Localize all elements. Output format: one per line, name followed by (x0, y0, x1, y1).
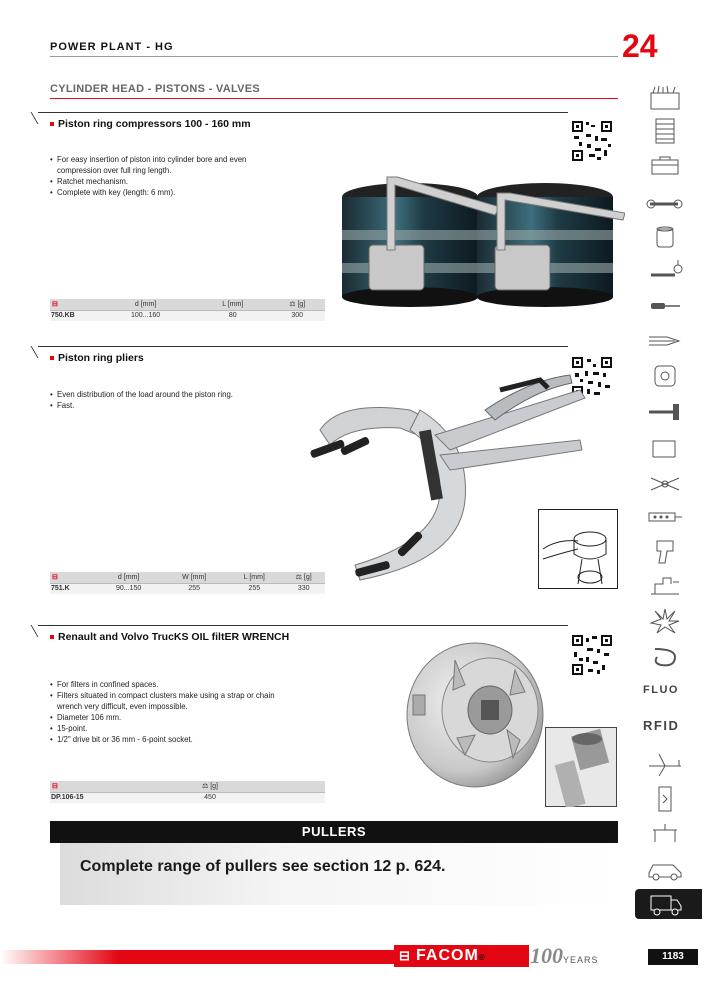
facom-ref-icon: ⊟ (50, 781, 95, 792)
feature-item: • 15-point. (50, 723, 285, 734)
product-rule (38, 346, 568, 347)
product-title (50, 352, 144, 364)
feature-list (50, 679, 285, 745)
spec-table (50, 572, 325, 594)
spec-table (50, 299, 325, 321)
weight-icon: ⚖ (201, 783, 211, 791)
table-cell: 255 (226, 583, 282, 594)
fluo-label[interactable]: FLUO (643, 684, 679, 696)
pliers-usage-detail-image (538, 509, 618, 589)
red-square-icon (50, 635, 54, 639)
feature-item: • Even distribution of the load around the piston ring. (50, 389, 300, 400)
pullers-banner-title: PULLERS (50, 821, 618, 843)
facom-mark-icon: ⊟ (399, 948, 411, 963)
explosive-icon[interactable] (645, 607, 685, 635)
hundred-years-logo: 100YEARS (530, 943, 599, 968)
feature-item: • Diameter 106 mm. (50, 712, 285, 723)
puller-icon[interactable] (645, 820, 685, 848)
piston-ring-compressor-image (335, 175, 625, 325)
screwdriver-icon[interactable] (645, 292, 685, 320)
tool-cabinet-icon[interactable] (645, 117, 685, 145)
weight-icon: ⚖ (295, 574, 304, 582)
footer-bar (0, 950, 395, 964)
table-cell: 255 (162, 583, 226, 594)
product-reference[interactable]: 751.K (50, 583, 95, 594)
qr-code-icon[interactable] (571, 634, 613, 676)
page-number: 1183 (648, 949, 698, 965)
product-reference[interactable]: 750.KB (50, 310, 95, 321)
column-header: L [mm] (226, 572, 282, 583)
table-cell: 80 (196, 310, 269, 321)
impact-wrench-icon[interactable] (645, 537, 685, 565)
column-header: ⚖ [g] (282, 572, 325, 583)
column-header: ⚖ [g] (269, 299, 325, 310)
column-header: ⚖ [g] (95, 781, 325, 792)
socket-icon[interactable] (645, 224, 685, 252)
tester-icon[interactable] (645, 503, 685, 531)
feature-item: • Ratchet mechanism. (50, 176, 280, 187)
lanyard-icon[interactable] (645, 643, 685, 671)
toolbox-icon[interactable] (645, 85, 685, 113)
red-square-icon (50, 122, 54, 126)
title-tick (31, 625, 48, 637)
red-square-icon (50, 356, 54, 360)
feature-item: • For easy insertion of piston into cylinder bore and even compression over full ring length. (50, 154, 280, 176)
hacksaw-icon[interactable] (645, 435, 685, 463)
facom-logo: ⊟ FACOM® (394, 945, 529, 967)
section-number: 24 (622, 28, 658, 64)
feature-item: • 1/2" drive bit or 36 mm - 6-point socket. (50, 734, 285, 745)
facom-ref-icon: ⊟ (50, 572, 95, 583)
table-cell: 330 (282, 583, 325, 594)
column-header: d [mm] (95, 299, 196, 310)
title-tick (31, 346, 48, 358)
vise-icon[interactable] (645, 572, 685, 600)
tool-box-icon[interactable] (645, 152, 685, 180)
weight-icon: ⚖ (289, 301, 298, 309)
subheader-title: CYLINDER HEAD - PISTONS - VALVES (50, 83, 261, 95)
electric-pliers-icon[interactable] (645, 470, 685, 498)
page-header-title: POWER PLANT - HG (50, 41, 174, 53)
car-icon[interactable] (645, 855, 685, 883)
title-tick (31, 112, 48, 124)
wrench-usage-detail-image (545, 727, 617, 807)
product-rule (38, 112, 568, 113)
rfid-label[interactable]: RFID (643, 718, 680, 733)
qr-code-icon[interactable] (571, 120, 613, 162)
tape-measure-icon[interactable] (645, 362, 685, 390)
header-divider (50, 56, 618, 57)
table-cell: 90...150 (95, 583, 162, 594)
spec-table (50, 781, 325, 803)
feature-item: • Fast. (50, 400, 300, 411)
product-title-text: Piston ring compressors 100 - 160 mm (58, 118, 251, 130)
column-header: L [mm] (196, 299, 269, 310)
column-header: W [mm] (162, 572, 226, 583)
product-reference[interactable]: DP.106-15 (50, 792, 95, 803)
product-rule (38, 625, 568, 626)
feature-item: • Complete with key (length: 6 mm). (50, 187, 280, 198)
oil-filter-wrench-image (395, 640, 545, 795)
facom-ref-icon: ⊟ (50, 299, 95, 310)
pullers-crossreference[interactable]: Complete range of pullers see section 12 p. 624. (80, 858, 446, 875)
electrical-icon[interactable] (645, 785, 685, 813)
feature-list (50, 389, 300, 411)
feature-item: • For filters in confined spaces. (50, 679, 285, 690)
ratchet-icon[interactable] (645, 257, 685, 285)
product-title (50, 631, 289, 643)
feature-item: • Filters situated in compact clusters make using a strap or chain wrench very difficult, even impossible. (50, 690, 285, 712)
table-cell: 450 (95, 792, 325, 803)
product-title (50, 118, 251, 130)
product-title-text: Renault and Volvo TrucKS OIL filtER WRENCH (58, 631, 290, 643)
column-header: d [mm] (95, 572, 162, 583)
table-cell: 100...160 (95, 310, 196, 321)
subheader-divider (50, 98, 618, 99)
hammer-icon[interactable] (645, 398, 685, 426)
wrench-icon[interactable] (645, 190, 685, 218)
airplane-icon[interactable] (645, 750, 685, 778)
table-cell: 300 (269, 310, 325, 321)
pliers-icon[interactable] (645, 327, 685, 355)
product-title-text: Piston ring pliers (58, 352, 144, 364)
feature-list (50, 154, 280, 198)
truck-icon[interactable] (645, 890, 685, 918)
